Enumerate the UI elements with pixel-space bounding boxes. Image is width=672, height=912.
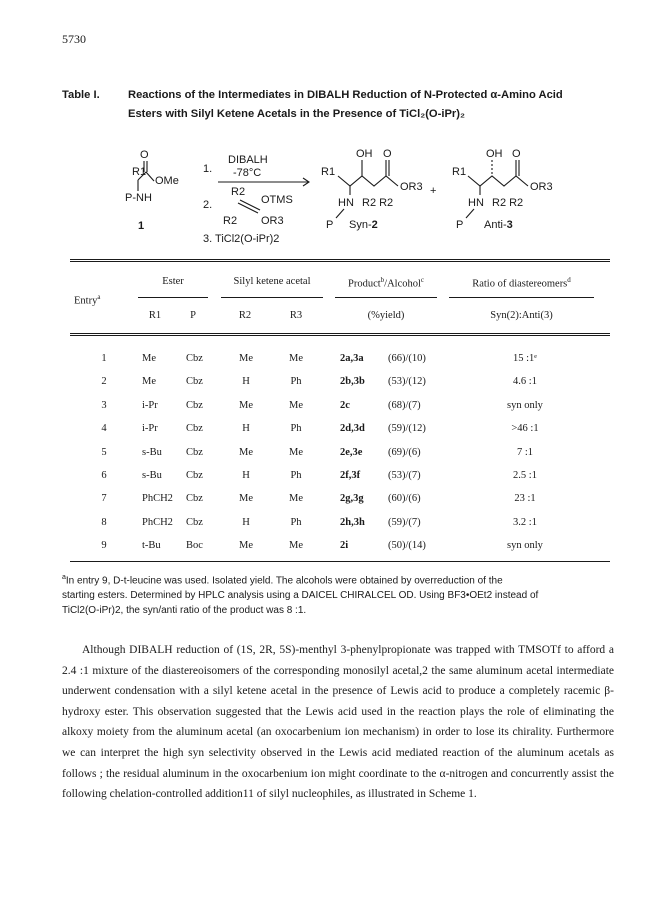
- ratio-group-rule: [449, 297, 594, 298]
- ketene-group-rule: [221, 297, 323, 298]
- cell-r3: Ph: [290, 423, 302, 435]
- step1-number: 1.: [203, 163, 213, 175]
- cell-product: 2f,3f: [340, 470, 361, 481]
- header-r1: R1: [148, 310, 162, 321]
- cell-yields: (50)/(14): [388, 540, 426, 552]
- page-number: 5730: [62, 32, 86, 46]
- cell-entry: 5: [101, 446, 107, 458]
- anti-r1: R1: [452, 166, 467, 178]
- cell-ratio: >46 :1: [511, 423, 539, 435]
- cell-r1: i-Pr: [142, 399, 158, 411]
- cell-r3: Me: [289, 540, 303, 552]
- reaction-conditions: [203, 154, 309, 245]
- cell-r1: PhCH2: [142, 493, 173, 505]
- cell-p: Cbz: [186, 470, 203, 481]
- cell-p: Boc: [186, 540, 203, 552]
- reaction-scheme: [100, 148, 580, 264]
- table-top-rule-double: [70, 261, 610, 262]
- step1-temperature: -78°C: [233, 167, 262, 179]
- cell-entry: 6: [101, 470, 107, 481]
- cell-r2: H: [242, 516, 250, 528]
- header-p: P: [190, 310, 196, 321]
- cell-r3: Me: [289, 493, 303, 505]
- cell-ratio: 2.5 :1: [513, 470, 537, 481]
- plus-sign: +: [430, 185, 437, 197]
- starting-ester-structure: [125, 149, 179, 232]
- start-carbonyl-o: O: [140, 149, 149, 161]
- cell-product: 2c: [340, 399, 350, 411]
- cell-r2: H: [242, 376, 250, 388]
- start-r1: R1: [132, 166, 147, 178]
- cell-r1: Me: [142, 376, 156, 388]
- cell-ratio: 4.6 :1: [513, 376, 537, 388]
- body-paragraph: Although DIBALH reduction of (1S, 2R, 5S)-menthyl 3-phenylpropionate was trapped with TMSOTf to afford a 2.4 :1 mixture of the diastereoisomers of the corresponding monosilyl acetal,2 the same aluminum acetal intermediate underwent condensation with a silyl ketene acetal in the presence of Lewis acid to produce a completely racemic β-hydroxy ester. This observation suggested that the Lewis acid used in the reaction plays the role of eliminating the alkoxy moiety from the aluminum acetal (an oxocarbenium ion mechanism) in order to lose its chirality. Furthermore we can interpret the high syn selectivity observed in the Lewis acid mediated reaction of the aluminum acetals as follows ; the residual aluminum in the oxocarbenium ion might coordinate to the α-nitrogen and concurrently assist the following chelation-controlled addition11 of silyl nucleophiles, as illustrated in Scheme 1.: [62, 644, 614, 801]
- cell-product: 2b,3b: [340, 376, 365, 388]
- start-pnh: P-NH: [125, 192, 152, 204]
- anti-r2r2: R2 R2: [492, 197, 524, 209]
- product-group-rule: [335, 297, 437, 298]
- cell-entry: 1: [101, 353, 107, 364]
- syn-or3: OR3: [400, 181, 423, 193]
- cell-r1: t-Bu: [142, 540, 161, 552]
- cell-r2: Me: [239, 353, 253, 364]
- header-yield: (%yield): [367, 310, 405, 321]
- anti-or3: OR3: [530, 181, 553, 193]
- anti-p: P: [456, 219, 464, 231]
- syn-carbonyl-o: O: [383, 148, 392, 160]
- cell-yields: (59)/(7): [388, 516, 421, 528]
- table-title-line-1: Reactions of the Intermediates in DIBALH Reduction of N-Protected α-Amino Acid: [128, 89, 563, 101]
- cell-r3: Me: [289, 353, 303, 364]
- header-r3: R3: [289, 310, 303, 321]
- start-compound-number: 1: [138, 220, 145, 232]
- cell-r3: Me: [289, 446, 303, 458]
- syn-label: Syn-2: [349, 219, 378, 231]
- cell-product: 2g,3g: [340, 493, 364, 505]
- syn-p: P: [326, 219, 334, 231]
- footnote-line-1: $^a$In entry 9, D-t-leucine was used. Isolated yield. The alcohols were obtained by overreduction of the: [62, 574, 503, 587]
- table-title-line-2: Esters with Silyl Ketene Acetals in the Presence of TiCl₂(O-iPr)₂: [128, 108, 465, 120]
- cell-r2: Me: [239, 493, 253, 505]
- anti-oh: OH: [486, 148, 503, 160]
- anti-product-structure: [452, 148, 553, 231]
- step2-r2-bottom: R2: [223, 215, 238, 227]
- anti-label: Anti-3: [484, 219, 513, 231]
- cell-r3: Me: [289, 399, 303, 411]
- cell-p: Cbz: [186, 446, 203, 458]
- cell-product: 2a,3a: [340, 353, 364, 364]
- syn-product-structure: [321, 148, 423, 231]
- cell-entry: 4: [101, 423, 107, 435]
- cell-ratio: syn only: [507, 540, 543, 552]
- cell-ratio: syn only: [507, 399, 543, 411]
- cell-p: Cbz: [186, 399, 203, 411]
- cell-r3: Ph: [290, 516, 302, 528]
- syn-r2r2: R2 R2: [362, 197, 394, 209]
- step2-or3: OR3: [261, 215, 284, 227]
- cell-ratio: 15 :1ᵉ: [513, 353, 537, 364]
- cell-r3: Ph: [290, 470, 302, 481]
- table-header-rule: [70, 333, 610, 334]
- ester-group-rule: [138, 297, 208, 298]
- cell-entry: 9: [101, 540, 107, 552]
- cell-r2: H: [242, 423, 250, 435]
- table-top-rule: [70, 259, 610, 260]
- cell-yields: (53)/(12): [388, 376, 426, 388]
- table-footnotes: [62, 570, 614, 618]
- footnote-line-3: TiCl2(O-iPr)2, the syn/anti ratio of the product was 8 :1.: [62, 605, 307, 617]
- cell-r1: s-Bu: [142, 470, 162, 481]
- syn-r1: R1: [321, 166, 336, 178]
- cell-p: Cbz: [186, 516, 203, 528]
- step3-condition: 3. TiCl2(O-iPr)2: [203, 233, 280, 245]
- cell-product: 2d,3d: [340, 423, 365, 435]
- cell-r1: s-Bu: [142, 446, 162, 458]
- cell-yields: (53)/(7): [388, 470, 421, 481]
- start-ome: OMe: [155, 175, 179, 187]
- cell-p: Cbz: [186, 493, 203, 505]
- cell-r2: Me: [239, 399, 253, 411]
- cell-yields: (68)/(7): [388, 399, 421, 411]
- cell-entry: 3: [101, 399, 107, 411]
- cell-r1: i-Pr: [142, 423, 158, 435]
- cell-entry: 8: [101, 516, 107, 528]
- table-label: Table I.: [62, 89, 100, 101]
- cell-r2: Me: [239, 446, 253, 458]
- cell-product: 2h,3h: [340, 516, 365, 528]
- cell-r2: Me: [239, 540, 253, 552]
- cell-entry: 2: [101, 376, 107, 388]
- cell-yields: (60)/(6): [388, 493, 421, 505]
- cell-yields: (59)/(12): [388, 423, 426, 435]
- cell-r2: H: [242, 470, 250, 481]
- syn-oh: OH: [356, 148, 373, 160]
- step2-otms: OTMS: [261, 194, 293, 206]
- cell-r1: PhCH2: [142, 516, 173, 528]
- header-product: Product$^b$/Alcohol$^c$: [347, 276, 425, 290]
- cell-yields: (66)/(10): [388, 353, 426, 364]
- header-syn-anti: Syn(2):Anti(3): [490, 310, 553, 321]
- cell-ratio: 23 :1: [514, 493, 536, 505]
- step2-r2-top: R2: [231, 186, 246, 198]
- header-entry: Entry$^a$: [74, 293, 101, 307]
- cell-r1: Me: [142, 353, 156, 364]
- step2-number: 2.: [203, 199, 213, 211]
- footnote-line-2: starting esters. Determined by HPLC analysis using a DAICEL CHIRALCEL OD. Using BF3•OEt2 instead of: [62, 590, 539, 602]
- anti-carbonyl-o: O: [512, 148, 521, 160]
- cell-p: Cbz: [186, 376, 203, 388]
- table-title: [128, 86, 628, 124]
- header-r2: R2: [238, 310, 252, 321]
- header-ratio: Ratio of diastereomers$^d$: [472, 276, 571, 290]
- header-ester: Ester: [162, 276, 184, 287]
- table-header-rule-double: [70, 335, 610, 336]
- cell-yields: (69)/(6): [388, 446, 421, 458]
- cell-product: 2e,3e: [340, 446, 363, 458]
- table-bottom-rule: [70, 561, 610, 562]
- cell-product: 2i: [340, 540, 349, 552]
- cell-p: Cbz: [186, 423, 203, 435]
- anti-hn: HN: [468, 197, 484, 209]
- cell-p: Cbz: [186, 353, 203, 364]
- cell-ratio: 3.2 :1: [513, 516, 537, 528]
- header-ketene: Silyl ketene acetal: [233, 276, 311, 287]
- step1-reagent: DIBALH: [228, 154, 268, 166]
- cell-r3: Ph: [290, 376, 302, 388]
- syn-hn: HN: [338, 197, 354, 209]
- cell-ratio: 7 :1: [516, 446, 534, 458]
- cell-entry: 7: [101, 493, 107, 505]
